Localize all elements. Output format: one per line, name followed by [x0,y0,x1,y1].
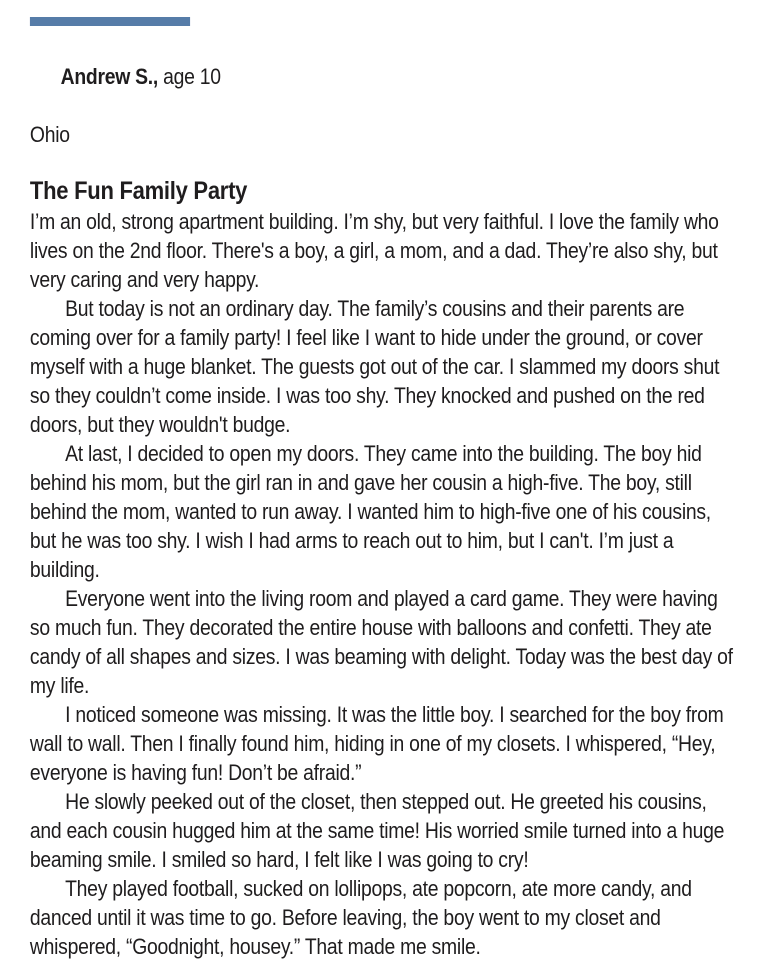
story-paragraph-3: At last, I decided to open my doors. They came into the building. The boy hid behind his mom, but the girl ran in and gave her cousin a high-five. The boy, still behind the mom, wanted to run away. I wanted him to high-five one of his cousins, but he was too shy. I wish I had arms to reach out to him, but I can't. I’m just a building. [29,441,711,582]
story-paragraph-2: But today is not an ordinary day. The family’s cousins and their parents are coming over for a family party! I feel like I want to hide under the ground, or cover myself with a huge blanket. The guests got out of the car. I slammed my doors shut so they couldn’t come inside. I was too shy. They knocked and pushed on the red doors, but they wouldn't budge. [29,296,720,437]
byline-block [30,17,738,149]
story-paragraph-1: I’m an old, strong apartment building. I’m shy, but very faithful. I love the family who lives on the 2nd floor. There's a boy, a girl, a mom, and a dad. They’re also shy, but very caring and very happy. [29,209,719,292]
story-body [30,176,738,961]
accent-bar [30,17,190,26]
story-paragraph-6: He slowly peeked out of the closet, then stepped out. He greeted his cousins, and each cousin hugged him at the same time! His worried smile turned into a huge beaming smile. I smiled so hard, I felt like I was going to cry! [29,789,725,872]
story-paragraph-4: Everyone went into the living room and played a card game. They were having so much fun. They decorated the entire house with balloons and confetti. They ate candy of all shapes and sizes. I was beaming with delight. Today was the best day of my life. [29,586,733,698]
story-title: The Fun Family Party [29,177,248,205]
author-name: Andrew S., [60,64,159,89]
author-age: age 10 [158,64,221,89]
story-paragraph-5: I noticed someone was missing. It was the little boy. I searched for the boy from wall to wall. Then I finally found him, hiding in one of my closets. I whispered, “Hey, everyone is having fun! Don’t be afraid.” [29,702,724,785]
byline [30,33,738,120]
story-paragraph-7: They played football, sucked on lollipops, ate popcorn, ate more candy, and danced until it was time to go. Before leaving, the boy went to my closet and whispered, “Goodnight, housey.” That made me smile. [29,876,692,959]
author-location: Ohio [29,122,70,147]
